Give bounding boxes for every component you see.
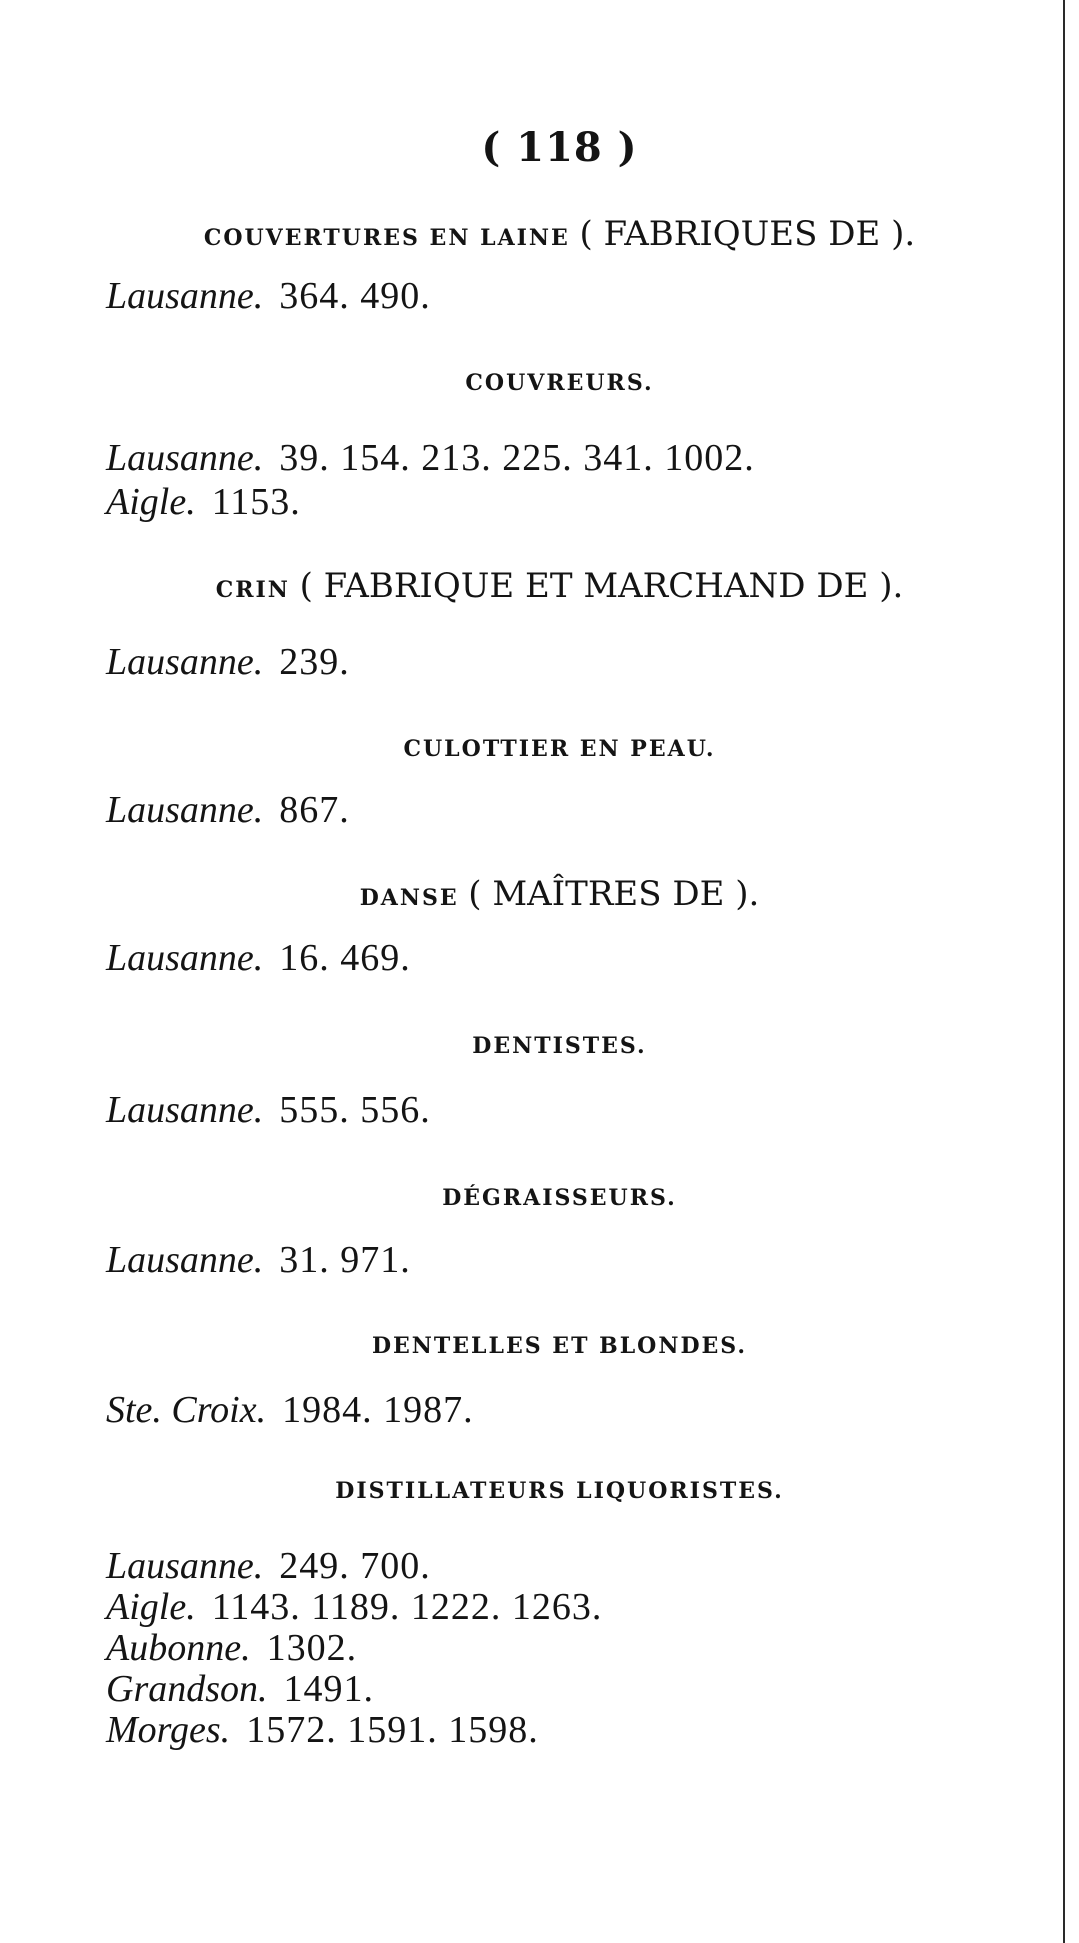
heading-text: COUVERTURES EN LAINE	[203, 225, 570, 251]
section-heading-dentistes	[0, 1033, 1079, 1059]
entry-numbers: 1143. 1189. 1222. 1263.	[211, 1586, 603, 1628]
heading-qualifier: ( FABRIQUE ET MARCHAND DE ).	[299, 566, 904, 606]
section-heading-degraisseurs	[0, 1185, 1079, 1211]
heading-text: DISTILLATEURS LIQUORISTES.	[335, 1478, 784, 1504]
place-name: Grandson.	[106, 1668, 268, 1710]
page-number: ( 118 )	[481, 124, 638, 171]
section-heading-dentelles	[0, 1333, 1079, 1359]
section-heading-culottier	[0, 736, 1079, 762]
section-heading-crin	[0, 566, 1079, 606]
entry-numbers: 31. 971.	[279, 1239, 411, 1281]
entry-numbers: 239.	[279, 641, 350, 683]
heading-text: DANSE	[359, 885, 459, 911]
heading-text: CRIN	[215, 577, 290, 603]
entry-numbers: 1491.	[283, 1668, 375, 1710]
entry-numbers: 16. 469.	[279, 937, 411, 979]
place-name: Aubonne.	[106, 1627, 251, 1669]
entry-numbers: 1153.	[211, 481, 301, 523]
heading-qualifier: ( FABRIQUES DE ).	[579, 214, 916, 254]
heading-qualifier: ( MAÎTRES DE ).	[468, 874, 760, 914]
entry-numbers: 867.	[279, 789, 350, 831]
entry-line	[106, 482, 301, 523]
entry-line	[106, 642, 350, 683]
place-name: Ste. Croix.	[106, 1389, 267, 1431]
entry-line	[106, 1587, 602, 1628]
entry-numbers: 39. 154. 213. 225. 341. 1002.	[279, 437, 755, 479]
place-name: Lausanne.	[106, 1545, 264, 1587]
page-edge-line	[1063, 0, 1065, 1943]
entry-line	[106, 1628, 357, 1669]
entry-line	[106, 1669, 374, 1710]
entry-line	[106, 790, 350, 831]
entry-line	[106, 1546, 431, 1587]
place-name: Aigle.	[106, 1586, 196, 1628]
section-heading-danse	[0, 874, 1079, 914]
heading-text: DENTISTES.	[472, 1033, 647, 1059]
entry-line	[106, 1710, 539, 1751]
heading-text: DENTELLES ET BLONDES.	[371, 1333, 748, 1359]
entry-numbers: 364. 490.	[279, 275, 431, 317]
section-heading-couvreurs	[0, 370, 1079, 396]
place-name: Lausanne.	[106, 641, 264, 683]
entry-numbers: 1302.	[266, 1627, 358, 1669]
entry-numbers: 1572. 1591. 1598.	[246, 1709, 539, 1751]
entry-line	[106, 276, 431, 317]
place-name: Lausanne.	[106, 937, 264, 979]
heading-text: CULOTTIER EN PEAU.	[403, 736, 716, 762]
entry-numbers: 555. 556.	[279, 1089, 431, 1131]
place-name: Lausanne.	[106, 437, 264, 479]
place-name: Aigle.	[106, 481, 196, 523]
entry-line	[106, 438, 755, 479]
place-name: Lausanne.	[106, 789, 264, 831]
section-heading-couvertures	[0, 214, 1079, 254]
heading-text: COUVREURS.	[465, 370, 654, 396]
place-name: Lausanne.	[106, 275, 264, 317]
place-name: Morges.	[106, 1709, 231, 1751]
entry-numbers: 1984. 1987.	[282, 1389, 474, 1431]
entry-line	[106, 938, 411, 979]
heading-text: DÉGRAISSEURS.	[442, 1185, 677, 1211]
place-name: Lausanne.	[106, 1239, 264, 1281]
entry-numbers: 249. 700.	[279, 1545, 431, 1587]
entry-line	[106, 1090, 431, 1131]
entry-line	[106, 1390, 474, 1431]
section-heading-distillateurs	[0, 1478, 1079, 1504]
place-name: Lausanne.	[106, 1089, 264, 1131]
entry-line	[106, 1240, 411, 1281]
